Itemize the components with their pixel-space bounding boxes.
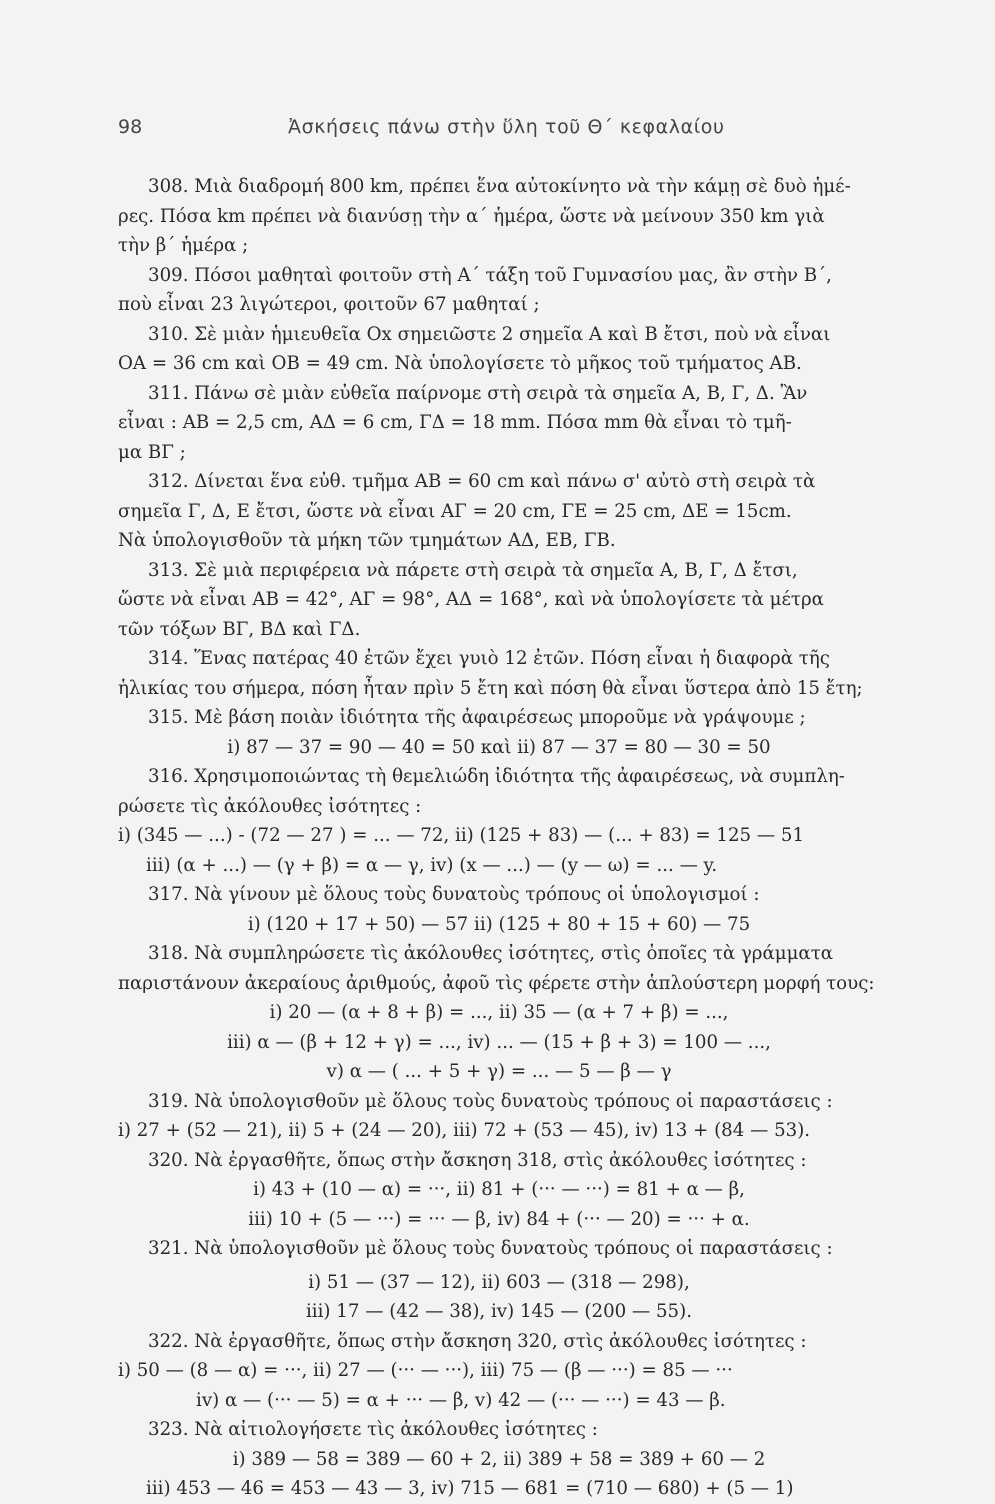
text-line: 322. Νὰ ἐργασθῆτε, ὅπως στὴν ἄσκηση 320, στὶς ἀκόλουθες ἰσότητες : [148,1330,807,1352]
text-line: i) 43 + (10 — α) = ···, ii) 81 + (··· — ···) = 81 + α — β, [253,1179,745,1200]
text-line: iii) 453 — 46 = 453 — 43 — 3, iv) 715 — 681 = (710 — 680) + (5 — 1) [146,1478,794,1499]
text-line: ρες. Πόσα km πρέπει νὰ διανύσῃ τὴν α΄ ἡμέρα, ὥστε νὰ μείνουν 350 km γιὰ [118,205,825,227]
text-line: 310. Σὲ μιὰν ἡμιευθεῖα Οx σημειῶστε 2 σημεῖα Α καὶ Β ἔτσι, ποὺ νὰ εἶναι [148,323,831,345]
text-line: 319. Νὰ ὑπολογισθοῦν μὲ ὅλους τοὺς δυνατοὺς τρόπους οἱ παραστάσεις : [148,1090,833,1112]
page-header [118,116,878,146]
text-line: τῶν τόξων ΒΓ, ΒΔ καὶ ΓΔ. [118,618,361,640]
text-line: 311. Πάνω σὲ μιὰν εὐθεῖα παίρνομε στὴ σειρὰ τὰ σημεῖα Α, Β, Γ, Δ. Ἂν [148,382,808,404]
text-line: 315. Μὲ βάση ποιὰν ἰδιότητα τῆς ἀφαιρέσεως μποροῦμε νὰ γράψουμε ; [148,707,806,728]
text-line: μα ΒΓ ; [118,441,186,463]
text-line: ἡλικίας του σήμερα, πόση ἦταν πρὶν 5 ἔτη καὶ πόση θὰ εἶναι ὕστερα ἀπὸ 15 ἔτη; [118,677,863,699]
text-line: 314. Ἕνας πατέρας 40 ἐτῶν ἔχει γυιὸ 12 ἐτῶν. Πόση εἶναι ἡ διαφορὰ τῆς [148,648,830,669]
page-number: 98 [118,116,143,138]
text-line: 308. Μιὰ διαδρομή 800 km, πρέπει ἕνα αὐτοκίνητο νὰ τὴν κάμῃ σὲ δυὸ ἡμέ- [148,176,851,197]
text-line: σημεῖα Γ, Δ, Ε ἔτσι, ὥστε νὰ εἶναι ΑΓ = 20 cm, ΓΕ = 25 cm, ΔΕ = 15cm. [118,500,792,522]
text-line: i) (345 — ...) - (72 — 27 ) = ... — 72, ii) (125 + 83) — (... + 83) = 125 — 51 [118,825,805,846]
text-line: i) (120 + 17 + 50) — 57 ii) (125 + 80 + 15 + 60) — 75 [247,913,751,935]
text-line: 313. Σὲ μιὰ περιφέρεια νὰ πάρετε στὴ σειρὰ τὰ σημεῖα Α, Β, Γ, Δ ἔτσι, [148,559,798,581]
text-line: iv) α — (··· — 5) = α + ··· — β, v) 42 — (··· — ···) = 43 — β. [196,1389,726,1411]
text-line: 321. Νὰ ὑπολογισθοῦν μὲ ὅλους τοὺς δυνατοὺς τρόπους οἱ παραστάσεις : [148,1238,833,1259]
text-line: 316. Χρησιμοποιώντας τὴ θεμελιώδη ἰδιότητα τῆς ἀφαιρέσεως, νὰ συμπλη- [148,766,845,787]
text-line: i) 27 + (52 — 21), ii) 5 + (24 — 20), iii) 72 + (53 — 45), iv) 13 + (84 — 53). [118,1120,811,1141]
text-line: iii) 17 — (42 — 38), iv) 145 — (200 — 55). [305,1301,693,1322]
running-title: Ἀσκήσεις πάνω στὴν ὕλη τοῦ Θ΄ κεφαλαίου [288,116,725,138]
text-line: v) α — ( ... + 5 + γ) = ... — 5 — β — γ [326,1061,672,1082]
text-line: i) 51 — (37 — 12), ii) 603 — (318 — 298), [308,1271,690,1293]
text-line: παριστάνουν ἀκεραίους ἀριθμούς, ἀφοῦ τὶς φέρετε στὴν ἁπλούστερη μορφή τους: [118,972,875,994]
text-line: ΟΑ = 36 cm καὶ ΟΒ = 49 cm. Νὰ ὑπολογίσετε τὸ μῆκος τοῦ τμήματος ΑΒ. [118,353,802,374]
exercises-body [118,172,880,1504]
text-line: 317. Νὰ γίνουν μὲ ὅλους τοὺς δυνατοὺς τρόπους οἱ ὑπολογισμοί : [148,884,760,905]
text-line: ρώσετε τὶς ἀκόλουθες ἰσότητες : [118,795,422,817]
text-line: ὥστε νὰ εἶναι ΑΒ = 42°, ΑΓ = 98°, ΑΔ = 168°, καὶ νὰ ὑπολογίσετε τὰ μέτρα [118,589,824,610]
text-line: τὴν β΄ ἡμέρα ; [118,235,249,256]
text-line: iii) (α + ...) — (γ + β) = α — γ, iv) (x — ...) — (y — ω) = ... — y. [146,854,718,876]
text-line: ποὺ εἶναι 23 λιγώτεροι, φοιτοῦν 67 μαθηταί ; [118,294,540,315]
text-line: i) 389 — 58 = 389 — 60 + 2, ii) 389 + 58 = 389 + 60 — 2 [232,1448,766,1470]
text-line: 323. Νὰ αἰτιολογήσετε τὶς ἀκόλουθες ἰσότητες : [148,1419,598,1440]
text-line: 312. Δίνεται ἕνα εὐθ. τμῆμα ΑΒ = 60 cm καὶ πάνω σ' αὐτὸ στὴ σειρὰ τὰ [148,471,816,492]
text-line: iii) α — (β + 12 + γ) = ..., iv) ... — (15 + β + 3) = 100 — ..., [227,1031,771,1053]
text-line: i) 20 — (α + 8 + β) = ..., ii) 35 — (α + 7 + β) = ..., [269,1002,729,1023]
text-line: i) 87 — 37 = 90 — 40 = 50 καὶ ii) 87 — 37 = 80 — 30 = 50 [227,736,771,758]
text-line: iii) 10 + (5 — ···) = ··· — β, iv) 84 + (··· — 20) = ··· + α. [248,1208,750,1230]
text-line: i) 50 — (8 — α) = ···, ii) 27 — (··· — ···), iii) 75 — (β — ···) = 85 — ··· [118,1360,733,1381]
text-line: 309. Πόσοι μαθηταὶ φοιτοῦν στὴ Α΄ τάξη τοῦ Γυμνασίου μας, ἂν στὴν Β΄, [148,264,832,286]
text-line: 320. Νὰ ἐργασθῆτε, ὅπως στὴν ἄσκηση 318, στὶς ἀκόλουθες ἰσότητες : [148,1149,807,1171]
text-line: εἶναι : ΑΒ = 2,5 cm, ΑΔ = 6 cm, ΓΔ = 18 mm. Πόσα mm θὰ εἶναι τὸ τμῆ- [118,412,792,433]
text-line: 318. Νὰ συμπληρώσετε τὶς ἀκόλουθες ἰσότητες, στὶς ὁποῖες τὰ γράμματα [148,943,834,964]
text-line: Νὰ ὑπολογισθοῦν τὰ μήκη τῶν τμημάτων ΑΔ, ΕΒ, ΓΒ. [118,530,616,551]
